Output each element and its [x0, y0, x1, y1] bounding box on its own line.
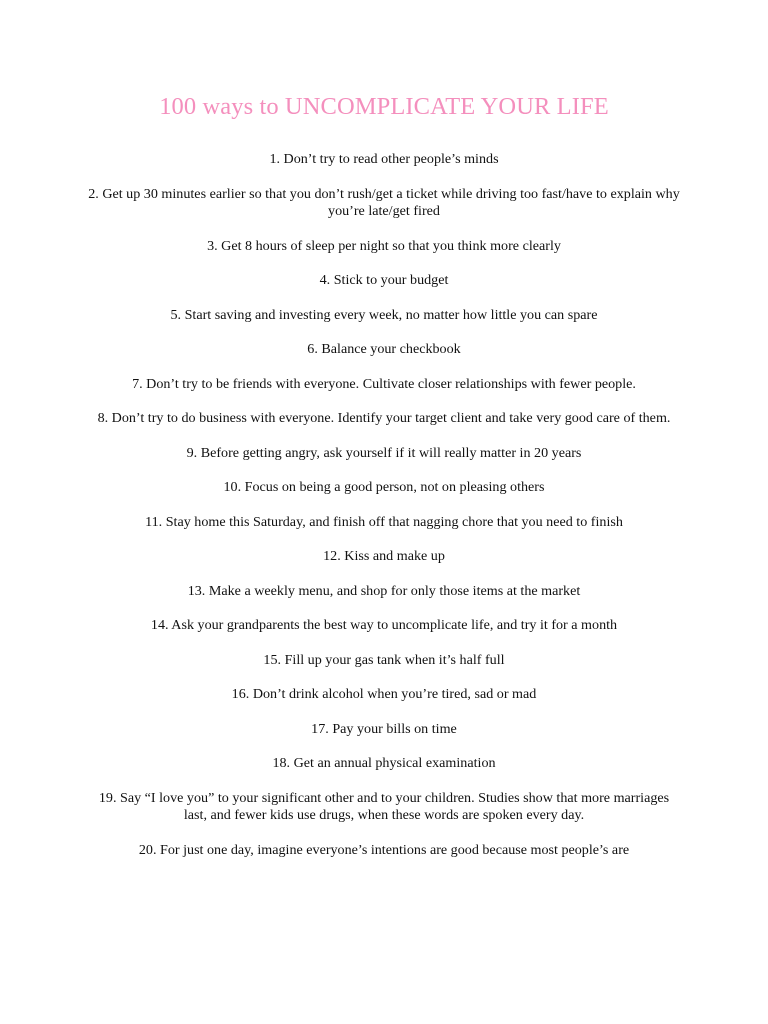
list-item: 2. Get up 30 minutes earlier so that you don’t rush/get a ticket while driving too fast/have to explain why you’re late/get fired — [88, 185, 680, 219]
list-item: 12. Kiss and make up — [323, 548, 445, 564]
list-item: 8. Don’t try to do business with everyone. Identify your target client and take very good care of them. — [97, 410, 671, 426]
list-item: 6. Balance your checkbook — [307, 341, 461, 357]
list-item: 15. Fill up your gas tank when it’s half full — [263, 651, 505, 668]
list-item: 19. Say “I love you” to your significant other and to your children. Studies show that more marriages last, and fewer kids use drugs, when these words are spoken every day. — [98, 789, 670, 823]
tips-list — [88, 151, 680, 859]
list-item: 5. Start saving and investing every week, no matter how little you can spare — [170, 306, 598, 323]
list-item: 14. Ask your grandparents the best way to uncomplicate life, and try it for a month — [150, 617, 618, 633]
list-item: 13. Make a weekly menu, and shop for only those items at the market — [187, 582, 581, 599]
list-item: 10. Focus on being a good person, not on pleasing others — [223, 479, 545, 495]
list-item: 4. Stick to your budget — [319, 272, 449, 288]
list-item: 11. Stay home this Saturday, and finish off that nagging chore that you need to finish — [145, 513, 623, 530]
page-title: 100 ways to UNCOMPLICATE YOUR LIFE — [159, 93, 609, 120]
list-item: 18. Get an annual physical examination — [272, 755, 496, 771]
list-item: 20. For just one day, imagine everyone’s intentions are good because most people’s are — [138, 841, 630, 858]
list-item: 17. Pay your bills on time — [311, 720, 457, 737]
list-item: 16. Don’t drink alcohol when you’re tired, sad or mad — [231, 686, 537, 702]
list-item: 7. Don’t try to be friends with everyone. Cultivate closer relationships with fewer people. — [132, 375, 636, 392]
list-item: 1. Don’t try to read other people’s minds — [269, 151, 499, 167]
list-item: 9. Before getting angry, ask yourself if it will really matter in 20 years — [186, 444, 582, 461]
list-item: 3. Get 8 hours of sleep per night so that you think more clearly — [207, 237, 561, 254]
